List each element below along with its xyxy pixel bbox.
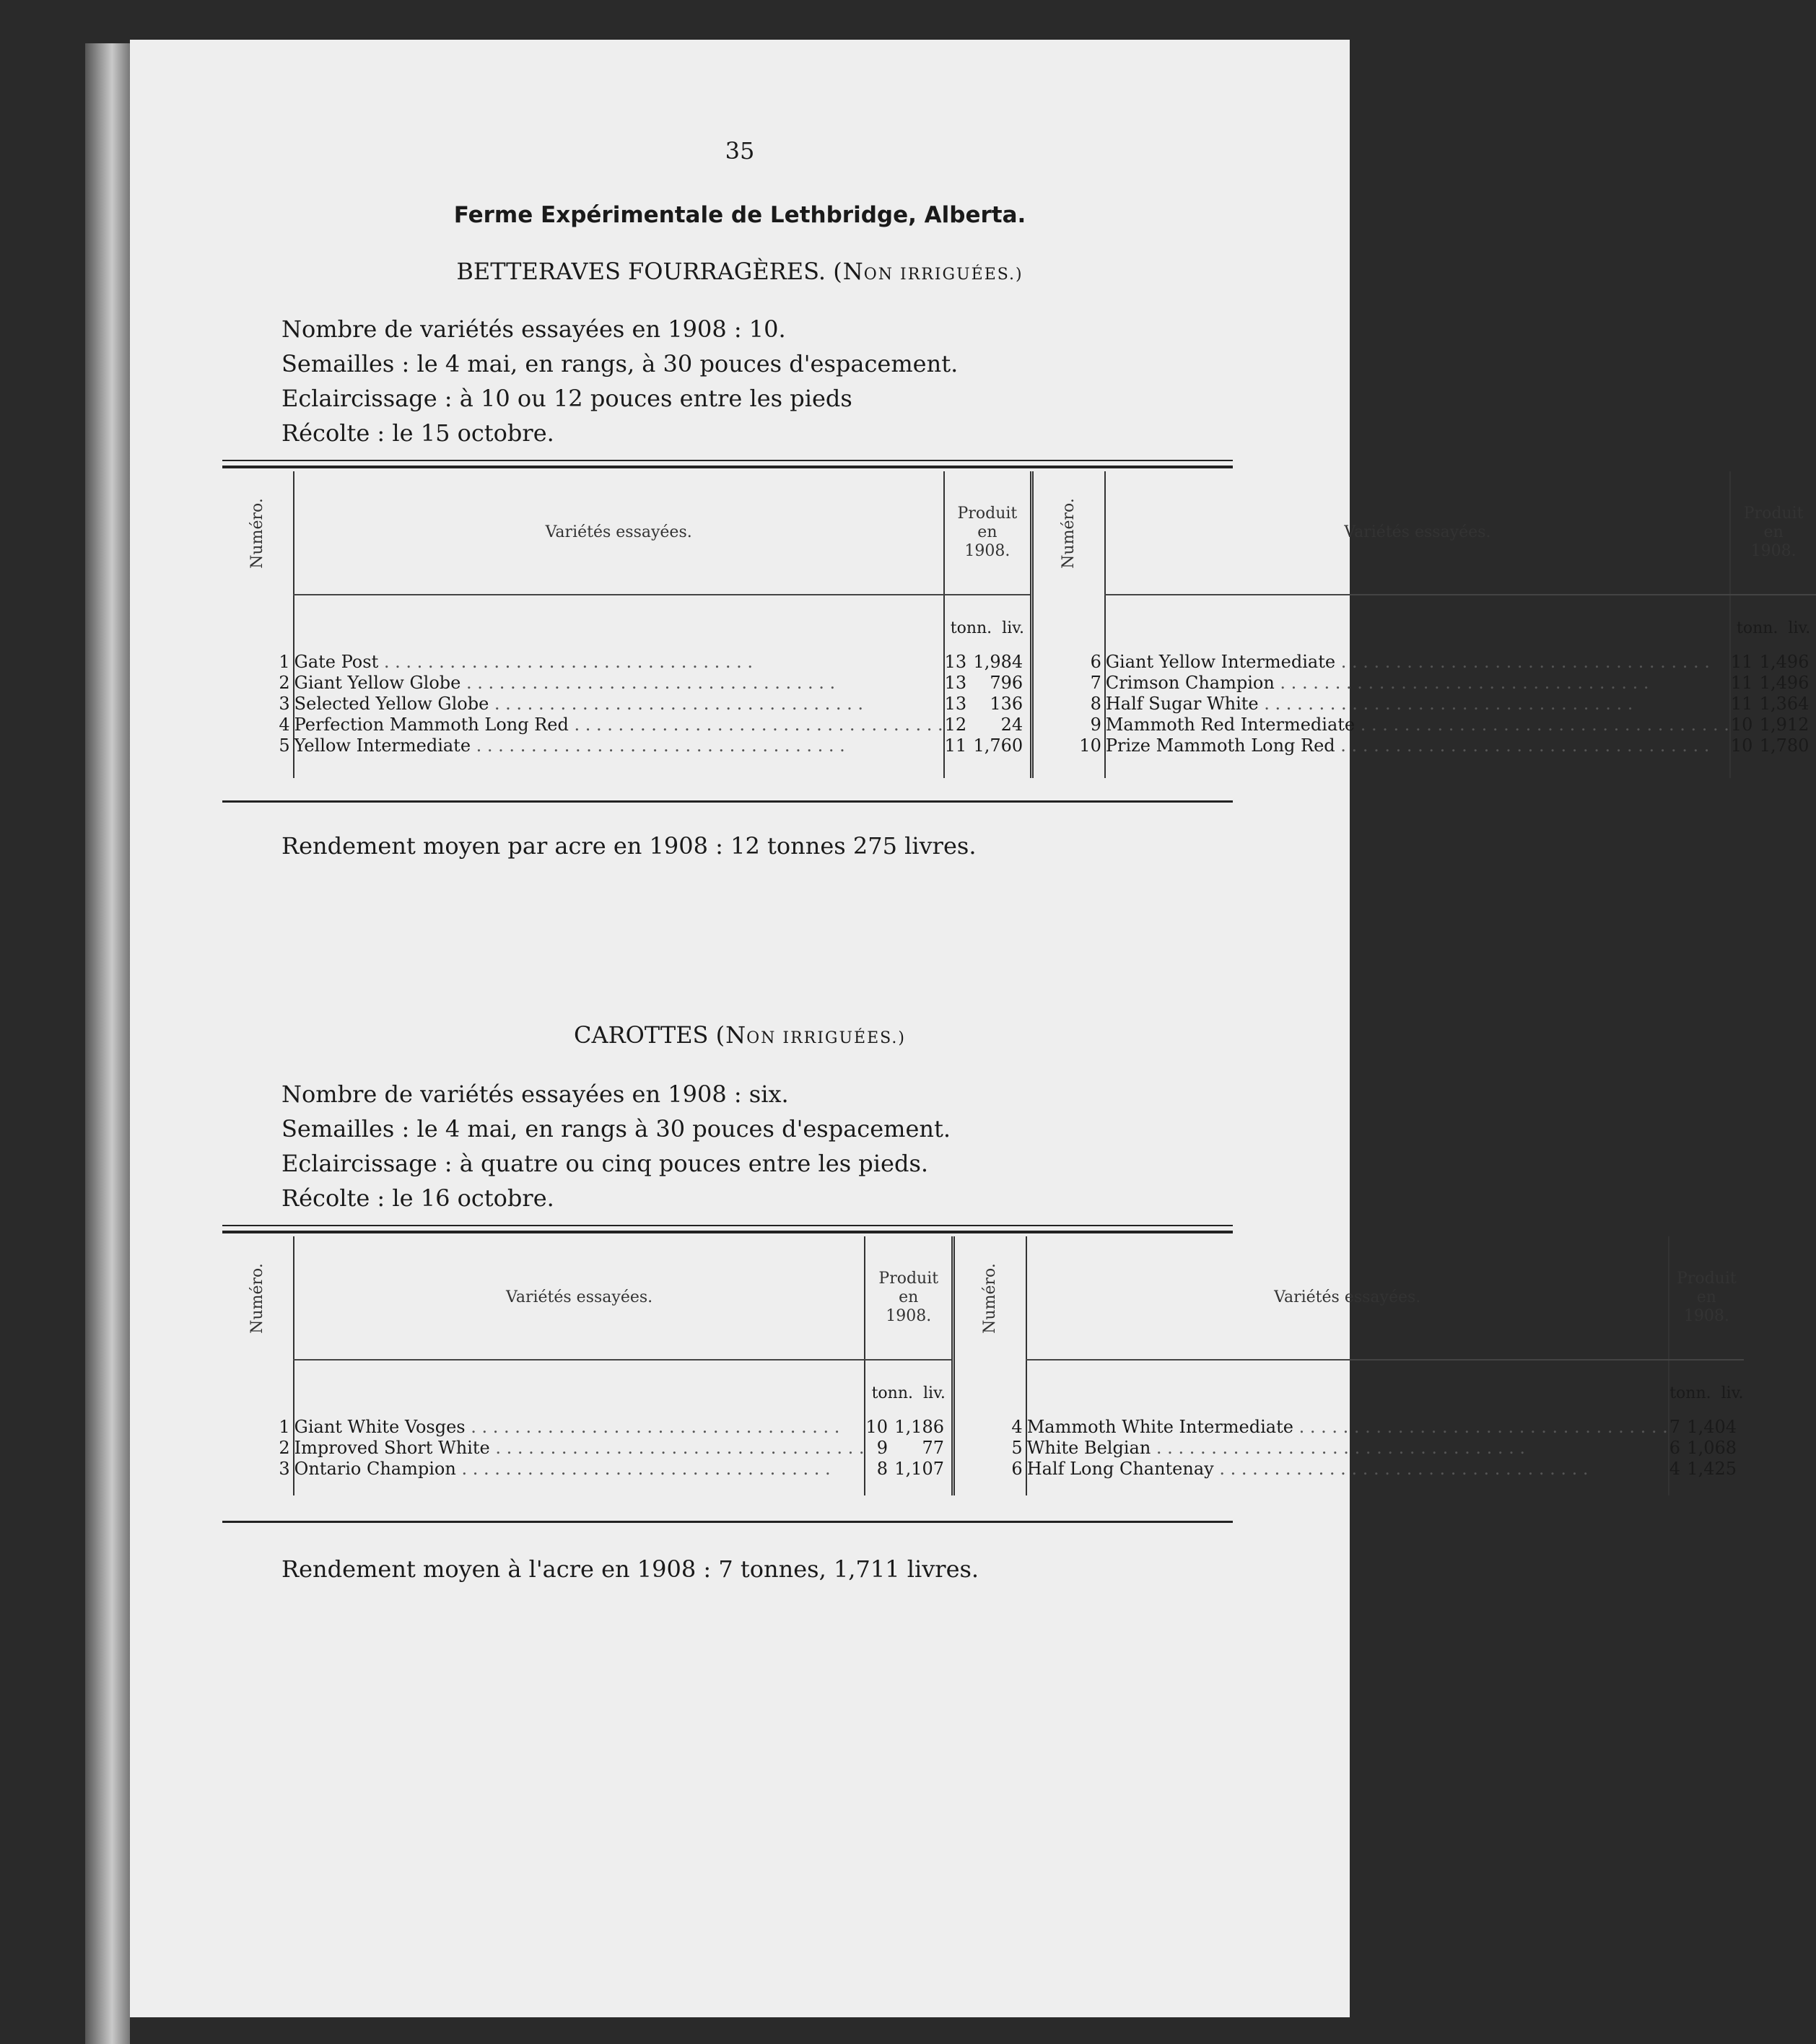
document-page	[130, 40, 1811, 2017]
row-yield	[1730, 673, 1816, 694]
carrots-table-row	[222, 1417, 1744, 1438]
yield-tons: 11	[1730, 652, 1753, 672]
row-number: 3	[279, 1459, 290, 1479]
carrots-table-rule-top2	[222, 1231, 1233, 1233]
beets-header-produit-2: Produit en 1908.	[1730, 471, 1816, 595]
yield-tons: 6	[1669, 1438, 1681, 1458]
beets-info-line: Récolte : le 15 octobre.	[281, 419, 554, 447]
row-yield	[865, 1438, 953, 1459]
carrots-table	[222, 1236, 1744, 1495]
beets-header-varietes-2: Variétés essayées.	[1105, 471, 1730, 595]
carrots-title-sub-first: (N	[715, 1021, 747, 1049]
beets-table-row	[222, 673, 1816, 694]
yield-pounds: 1,984	[973, 652, 1023, 672]
variety-name-text: Perfection Mammoth Long Red	[294, 715, 569, 735]
row-variety-name: Prize Mammoth Long Red . . . . . . . . . . . . . . . . . . . . . . . . . . . . . . . . . .	[1105, 735, 1730, 756]
yield-pounds: 1,425	[1687, 1459, 1737, 1479]
beets-info	[281, 312, 958, 450]
row-variety-name: Giant Yellow Globe . . . . . . . . . . . . . . . . . . . . . . . . . . . . . . . . . .	[294, 673, 944, 694]
yield-pounds: 1,068	[1687, 1438, 1737, 1458]
row-variety-name: Crimson Champion . . . . . . . . . . . . . . . . . . . . . . . . . . . . . . . . . .	[1105, 673, 1730, 694]
carrots-table-row	[222, 1438, 1744, 1459]
variety-name-text: Mammoth White Intermediate	[1026, 1417, 1293, 1437]
carrots-average: Rendement moyen à l'acre en 1908 : 7 tonnes, 1,711 livres.	[281, 1555, 979, 1583]
yield-pounds: 1,186	[894, 1417, 945, 1437]
row-yield	[1669, 1459, 1744, 1480]
yield-tons: 13	[944, 673, 967, 693]
yield-pounds: 1,912	[1759, 715, 1810, 735]
beets-header-produit: Produit en 1908.	[944, 471, 1032, 595]
yield-tons: 8	[876, 1459, 889, 1479]
beets-table	[222, 471, 1816, 778]
yield-tons: 11	[1730, 673, 1753, 693]
row-yield	[944, 715, 1032, 735]
yield-pounds: 1,496	[1759, 652, 1810, 672]
yield-pounds: 1,404	[1687, 1417, 1737, 1437]
variety-name-text: Giant Yellow Globe	[294, 673, 461, 693]
beets-header-numero: Numéro.	[248, 497, 266, 569]
beets-units: tonn. liv.	[944, 595, 1032, 637]
beets-title	[130, 258, 1350, 285]
row-yield	[944, 694, 1032, 715]
variety-name-text: Crimson Champion	[1105, 673, 1275, 693]
variety-name-text: Gate Post	[294, 652, 379, 672]
carrots-table-rule-top	[222, 1225, 1233, 1226]
carrots-header-produit: Produit en 1908.	[865, 1236, 953, 1360]
yield-tons: 11	[944, 735, 967, 756]
variety-name-text: Prize Mammoth Long Red	[1105, 735, 1335, 756]
beets-table-row	[222, 735, 1816, 756]
beets-table-rule-bottom	[222, 800, 1233, 803]
yield-pounds: 1,107	[894, 1459, 945, 1479]
row-variety-name: Half Long Chantenay . . . . . . . . . . . . . . . . . . . . . . . . . . . . . . . . . .	[1026, 1459, 1669, 1480]
farm-title: Ferme Expérimentale de Lethbridge, Alberta.	[453, 202, 1026, 228]
carrots-info-line: Récolte : le 16 octobre.	[281, 1184, 554, 1212]
yield-tons: 9	[876, 1438, 889, 1458]
row-variety-name: Yellow Intermediate . . . . . . . . . . . . . . . . . . . . . . . . . . . . . . . . . .	[294, 735, 944, 756]
beets-info-line: Eclaircissage : à 10 ou 12 pouces entre les pieds	[281, 385, 852, 412]
variety-name-text: Yellow Intermediate	[294, 735, 471, 756]
row-number: 6	[1090, 652, 1101, 672]
row-yield	[1730, 735, 1816, 756]
row-yield	[1730, 694, 1816, 715]
row-number: 1	[279, 1417, 290, 1437]
beets-title-main: BETTERAVES FOURRAGÈRES.	[456, 258, 826, 285]
variety-name-text: Half Sugar White	[1105, 694, 1259, 714]
yield-pounds: 136	[990, 694, 1023, 714]
carrots-header-varietes: Variétés essayées.	[294, 1236, 865, 1360]
beets-table-row	[222, 652, 1816, 673]
row-number: 2	[279, 673, 290, 693]
carrots-table-row	[222, 1459, 1744, 1480]
yield-tons: 7	[1669, 1417, 1681, 1437]
row-number: 1	[279, 652, 290, 672]
carrots-title-sub-rest: ON IRRIGUÉES.)	[746, 1029, 907, 1047]
row-variety-name: Mammoth Red Intermediate . . . . . . . . . . . . . . . . . . . . . . . . . . . . . . . . . .	[1105, 715, 1729, 735]
row-number: 4	[1011, 1417, 1023, 1437]
yield-tons: 13	[944, 652, 967, 672]
row-variety-name: Selected Yellow Globe . . . . . . . . . . . . . . . . . . . . . . . . . . . . . . . . . .	[294, 694, 944, 715]
row-yield	[865, 1417, 953, 1438]
yield-pounds: 77	[922, 1438, 945, 1458]
variety-name-text: Ontario Champion	[294, 1459, 456, 1479]
row-number: 3	[279, 694, 290, 714]
yield-tons: 10	[865, 1417, 889, 1437]
yield-pounds: 1,780	[1759, 735, 1810, 756]
variety-name-text: White Belgian	[1026, 1438, 1151, 1458]
carrots-info	[281, 1077, 951, 1215]
yield-tons: 12	[944, 715, 967, 735]
variety-name-text: Improved Short White	[294, 1438, 490, 1458]
carrots-info-line: Semailles : le 4 mai, en rangs à 30 pouces d'espacement.	[281, 1115, 951, 1143]
beets-table-row	[222, 715, 1816, 735]
carrots-title-main: CAROTTES	[573, 1021, 709, 1049]
row-variety-name: Giant Yellow Intermediate . . . . . . . . . . . . . . . . . . . . . . . . . . . . . . . . . .	[1105, 652, 1730, 673]
carrots-title	[130, 1021, 1350, 1049]
row-number: 2	[279, 1438, 290, 1458]
page-number: 35	[725, 137, 755, 165]
carrots-header-varietes-2: Variétés essayées.	[1026, 1236, 1669, 1360]
row-yield	[944, 652, 1032, 673]
beets-average: Rendement moyen par acre en 1908 : 12 tonnes 275 livres.	[281, 832, 977, 860]
yield-pounds: 796	[990, 673, 1023, 693]
row-number: 4	[279, 715, 290, 735]
row-variety-name: Gate Post . . . . . . . . . . . . . . . . . . . . . . . . . . . . . . . . . .	[294, 652, 944, 673]
beets-units-2: tonn. liv.	[1730, 595, 1816, 637]
row-yield	[1730, 652, 1816, 673]
yield-pounds: 1,364	[1759, 694, 1810, 714]
row-variety-name: Improved Short White . . . . . . . . . . . . . . . . . . . . . . . . . . . . . . . . . .	[294, 1438, 865, 1458]
carrots-units-2: tonn. liv.	[1669, 1360, 1744, 1402]
row-yield	[1669, 1438, 1744, 1459]
row-number: 5	[1011, 1438, 1023, 1458]
row-number: 8	[1090, 694, 1101, 714]
beets-table-row	[222, 694, 1816, 715]
yield-pounds: 1,496	[1759, 673, 1810, 693]
row-variety-name: Giant White Vosges . . . . . . . . . . . . . . . . . . . . . . . . . . . . . . . . . .	[294, 1417, 865, 1438]
beets-table-rule-top2	[222, 466, 1233, 468]
row-yield	[1669, 1417, 1744, 1438]
beets-header-numero-2: Numéro.	[1060, 497, 1078, 569]
book-spine	[85, 43, 130, 2044]
variety-name-text: Half Long Chantenay	[1026, 1459, 1214, 1479]
yield-tons: 4	[1669, 1459, 1681, 1479]
carrots-header-produit-2: Produit en 1908.	[1669, 1236, 1744, 1360]
carrots-info-line: Nombre de variétés essayées en 1908 : six.	[281, 1080, 789, 1108]
row-number: 7	[1090, 673, 1101, 693]
variety-name-text: Giant Yellow Intermediate	[1105, 652, 1336, 672]
carrots-table-rule-bottom	[222, 1521, 1233, 1523]
beets-title-sub-first: (N	[833, 258, 864, 285]
yield-tons: 13	[944, 694, 967, 714]
carrots-header-numero: Numéro.	[248, 1262, 266, 1334]
yield-tons: 10	[1730, 735, 1753, 756]
carrots-header-numero-2: Numéro.	[980, 1262, 999, 1334]
yield-pounds: 1,760	[973, 735, 1023, 756]
row-variety-name: Mammoth White Intermediate . . . . . . . . . . . . . . . . . . . . . . . . . . . . . . . . . .	[1026, 1417, 1668, 1437]
row-yield	[1730, 715, 1816, 735]
row-variety-name: White Belgian . . . . . . . . . . . . . . . . . . . . . . . . . . . . . . . . . .	[1026, 1438, 1669, 1459]
yield-tons: 11	[1730, 694, 1753, 714]
row-variety-name: Half Sugar White . . . . . . . . . . . . . . . . . . . . . . . . . . . . . . . . . .	[1105, 694, 1730, 715]
variety-name-text: Giant White Vosges	[294, 1417, 466, 1437]
yield-tons: 10	[1730, 715, 1753, 735]
beets-header-varietes: Variétés essayées.	[294, 471, 944, 595]
row-yield	[865, 1459, 953, 1480]
variety-name-text: Mammoth Red Intermediate	[1105, 715, 1356, 735]
beets-table-rule-top	[222, 460, 1233, 461]
variety-name-text: Selected Yellow Globe	[294, 694, 489, 714]
beets-info-line: Semailles : le 4 mai, en rangs, à 30 pouces d'espacement.	[281, 350, 959, 377]
row-number: 6	[1011, 1459, 1023, 1479]
carrots-info-line: Eclaircissage : à quatre ou cinq pouces entre les pieds.	[281, 1150, 929, 1177]
row-yield	[944, 735, 1032, 756]
row-number: 10	[1079, 735, 1101, 756]
row-variety-name: Perfection Mammoth Long Red . . . . . . . . . . . . . . . . . . . . . . . . . . . . . . . . . .	[294, 715, 943, 735]
yield-pounds: 24	[1000, 715, 1023, 735]
beets-info-line: Nombre de variétés essayées en 1908 : 10.	[281, 315, 786, 343]
carrots-units: tonn. liv.	[865, 1360, 953, 1402]
beets-title-sub-rest: ON IRRIGUÉES.)	[863, 266, 1023, 284]
row-number: 9	[1090, 715, 1101, 735]
row-number: 5	[279, 735, 290, 756]
row-variety-name: Ontario Champion . . . . . . . . . . . . . . . . . . . . . . . . . . . . . . . . . .	[294, 1459, 865, 1480]
row-yield	[944, 673, 1032, 694]
